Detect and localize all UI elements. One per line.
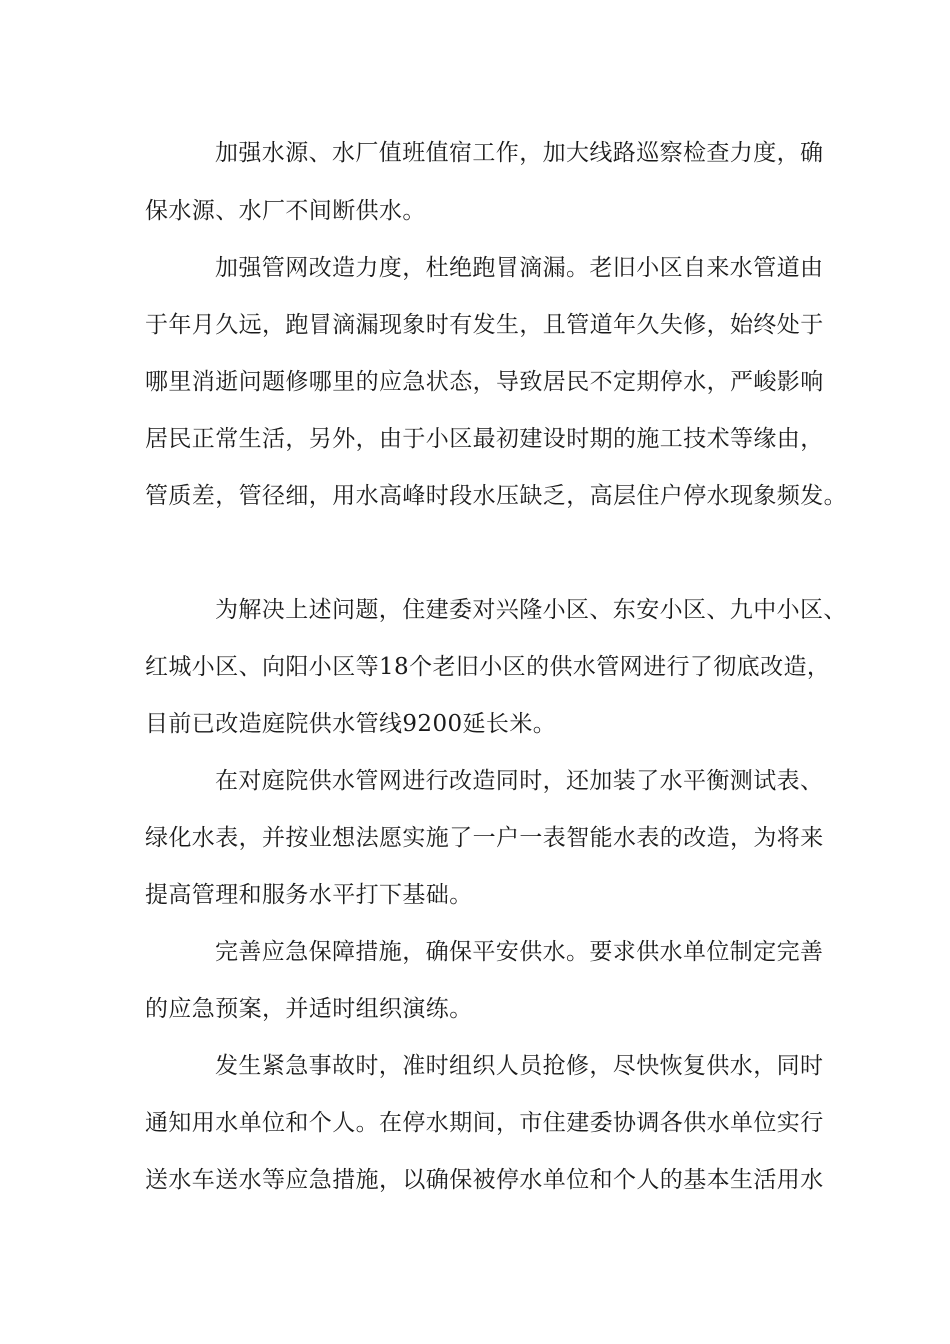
paragraph-3-line-3: 目前已改造庭院供水管线9200延长米。 xyxy=(145,711,557,737)
paragraph-2-line-5: 管质差，管径细，用水高峰时段水压缺乏，高层住户停水现象频发。 xyxy=(145,483,847,509)
paragraph-4-line-1: 在对庭院供水管网进行改造同时，还加装了水平衡测试表、 xyxy=(215,768,824,794)
paragraph-2-line-3: 哪里消逝问题修哪里的应急状态，导致居民不定期停水，严峻影响 xyxy=(145,369,824,395)
paragraph-3-line-1: 为解决上述问题，住建委对兴隆小区、东安小区、九中小区、 xyxy=(215,597,847,623)
paragraph-6-line-1: 发生紧急事故时，准时组织人员抢修，尽快恢复供水，同时 xyxy=(215,1053,824,1079)
paragraph-1-line-2: 保水源、水厂不间断供水。 xyxy=(145,198,426,224)
paragraph-2-line-2: 于年月久远，跑冒滴漏现象时有发生，且管道年久失修，始终处于 xyxy=(145,312,824,338)
paragraph-3-line-2: 红城小区、向阳小区等18个老旧小区的供水管网进行了彻底改造， xyxy=(145,654,831,680)
paragraph-4-line-2: 绿化水表，并按业想法愿实施了一户一表智能水表的改造，为将来 xyxy=(145,825,824,851)
paragraph-5-line-1: 完善应急保障措施，确保平安供水。要求供水单位制定完善 xyxy=(215,939,824,965)
paragraph-6-line-3: 送水车送水等应急措施，以确保被停水单位和个人的基本生活用水 xyxy=(145,1167,824,1193)
paragraph-4-line-3: 提高管理和服务水平打下基础。 xyxy=(145,882,473,908)
paragraph-5-line-2: 的应急预案，并适时组织演练。 xyxy=(145,996,473,1022)
paragraph-2-line-4: 居民正常生活，另外，由于小区最初建设时期的施工技术等缘由， xyxy=(145,426,824,452)
paragraph-6-line-2: 通知用水单位和个人。在停水期间，市住建委协调各供水单位实行 xyxy=(145,1110,824,1136)
paragraph-1-line-1: 加强水源、水厂值班值宿工作，加大线路巡察检查力度，确 xyxy=(215,140,824,166)
paragraph-2-line-1: 加强管网改造力度，杜绝跑冒滴漏。老旧小区自来水管道由 xyxy=(215,255,824,281)
